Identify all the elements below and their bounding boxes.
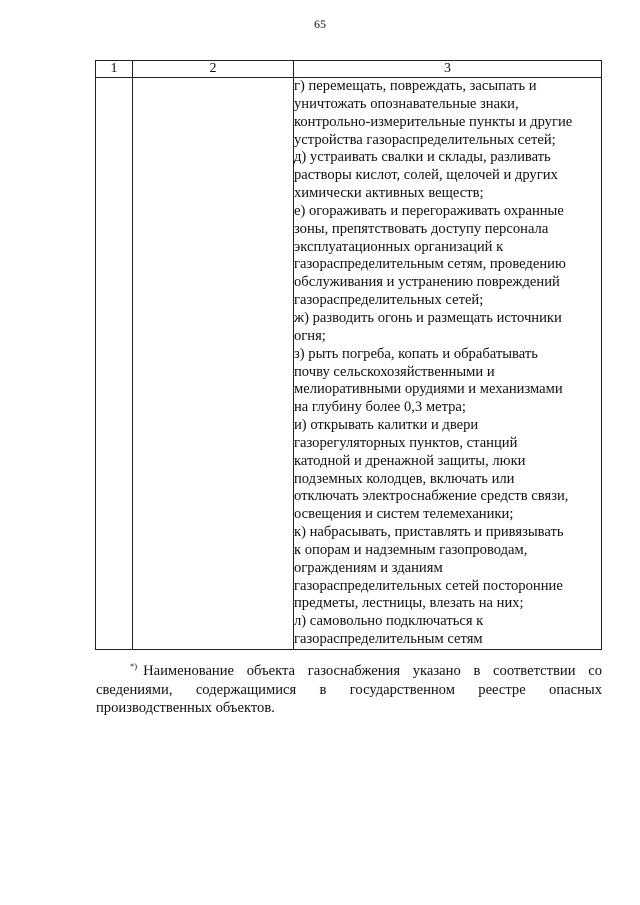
- footnote-line: сведениями, содержащимися в государственном реестре опасных: [96, 681, 602, 698]
- text-line: уничтожать опознавательные знаки,: [294, 95, 519, 112]
- footnote-line: [96, 657, 602, 681]
- footnote-text: Наименование объекта газоснабжения указано в соответствии со: [143, 663, 602, 679]
- text-line: на глубину более 0,3 метра;: [294, 399, 466, 416]
- text-line: и) открывать калитки и двери: [294, 417, 479, 434]
- text-line: обслуживания и устранению повреждений: [294, 274, 560, 291]
- column-3-cell: [294, 78, 602, 650]
- column-1-cell: [96, 78, 133, 650]
- text-line: эксплуатационных организаций к: [294, 238, 504, 255]
- column-header-3: 3: [294, 61, 602, 78]
- text-line: химически активных веществ;: [294, 185, 484, 202]
- text-line: газорегуляторных пунктов, станций: [294, 434, 518, 451]
- text-line: огня;: [294, 327, 326, 344]
- text-line: зоны, препятствовать доступу персонала: [294, 220, 549, 237]
- text-line: почву сельскохозяйственными и: [294, 363, 495, 380]
- restrictions-table: [95, 60, 602, 650]
- text-line: л) самовольно подключаться к: [294, 613, 484, 630]
- text-line: подземных колодцев, включать или: [294, 470, 515, 487]
- text-line: контрольно-измерительные пункты и другие: [294, 113, 573, 130]
- column-header-1: 1: [96, 61, 133, 78]
- text-line: катодной и дренажной защиты, люки: [294, 452, 526, 469]
- table-header-row: [96, 61, 602, 78]
- text-line: отключать электроснабжение средств связи,: [294, 488, 569, 505]
- text-line: газораспределительных сетей;: [294, 292, 484, 309]
- text-line: е) огораживать и перегораживать охранные: [294, 202, 564, 219]
- text-line: д) устраивать свалки и склады, разливать: [294, 149, 551, 166]
- footnote: [96, 657, 602, 718]
- footnote-line: производственных объектов.: [96, 700, 275, 716]
- text-line: к опорам и надземным газопроводам,: [294, 541, 528, 558]
- column-header-2: 2: [133, 61, 294, 78]
- text-line: г) перемещать, повреждать, засыпать и: [294, 78, 537, 94]
- column-2-cell: [133, 78, 294, 650]
- text-line: газораспределительным сетям: [294, 631, 483, 648]
- text-line: устройства газораспределительных сетей;: [294, 131, 556, 148]
- text-line: к) набрасывать, приставлять и привязывать: [294, 524, 564, 541]
- text-line: ограждениям и зданиям: [294, 559, 443, 576]
- text-line: ж) разводить огонь и размещать источники: [294, 309, 562, 326]
- text-line: растворы кислот, солей, щелочей и других: [294, 167, 558, 184]
- page-number: 65: [314, 17, 326, 31]
- text-line: освещения и систем телемеханики;: [294, 506, 514, 523]
- table-row: [96, 78, 602, 650]
- text-line: мелиоративными орудиями и механизмами: [294, 381, 563, 398]
- text-line: газораспределительным сетям, проведению: [294, 256, 566, 273]
- text-line: предметы, лестницы, влезать на них;: [294, 595, 524, 612]
- text-line: газораспределительных сетей посторонние: [294, 577, 563, 594]
- text-line: з) рыть погреба, копать и обрабатывать: [294, 345, 538, 362]
- footnote-marker: *): [130, 661, 138, 671]
